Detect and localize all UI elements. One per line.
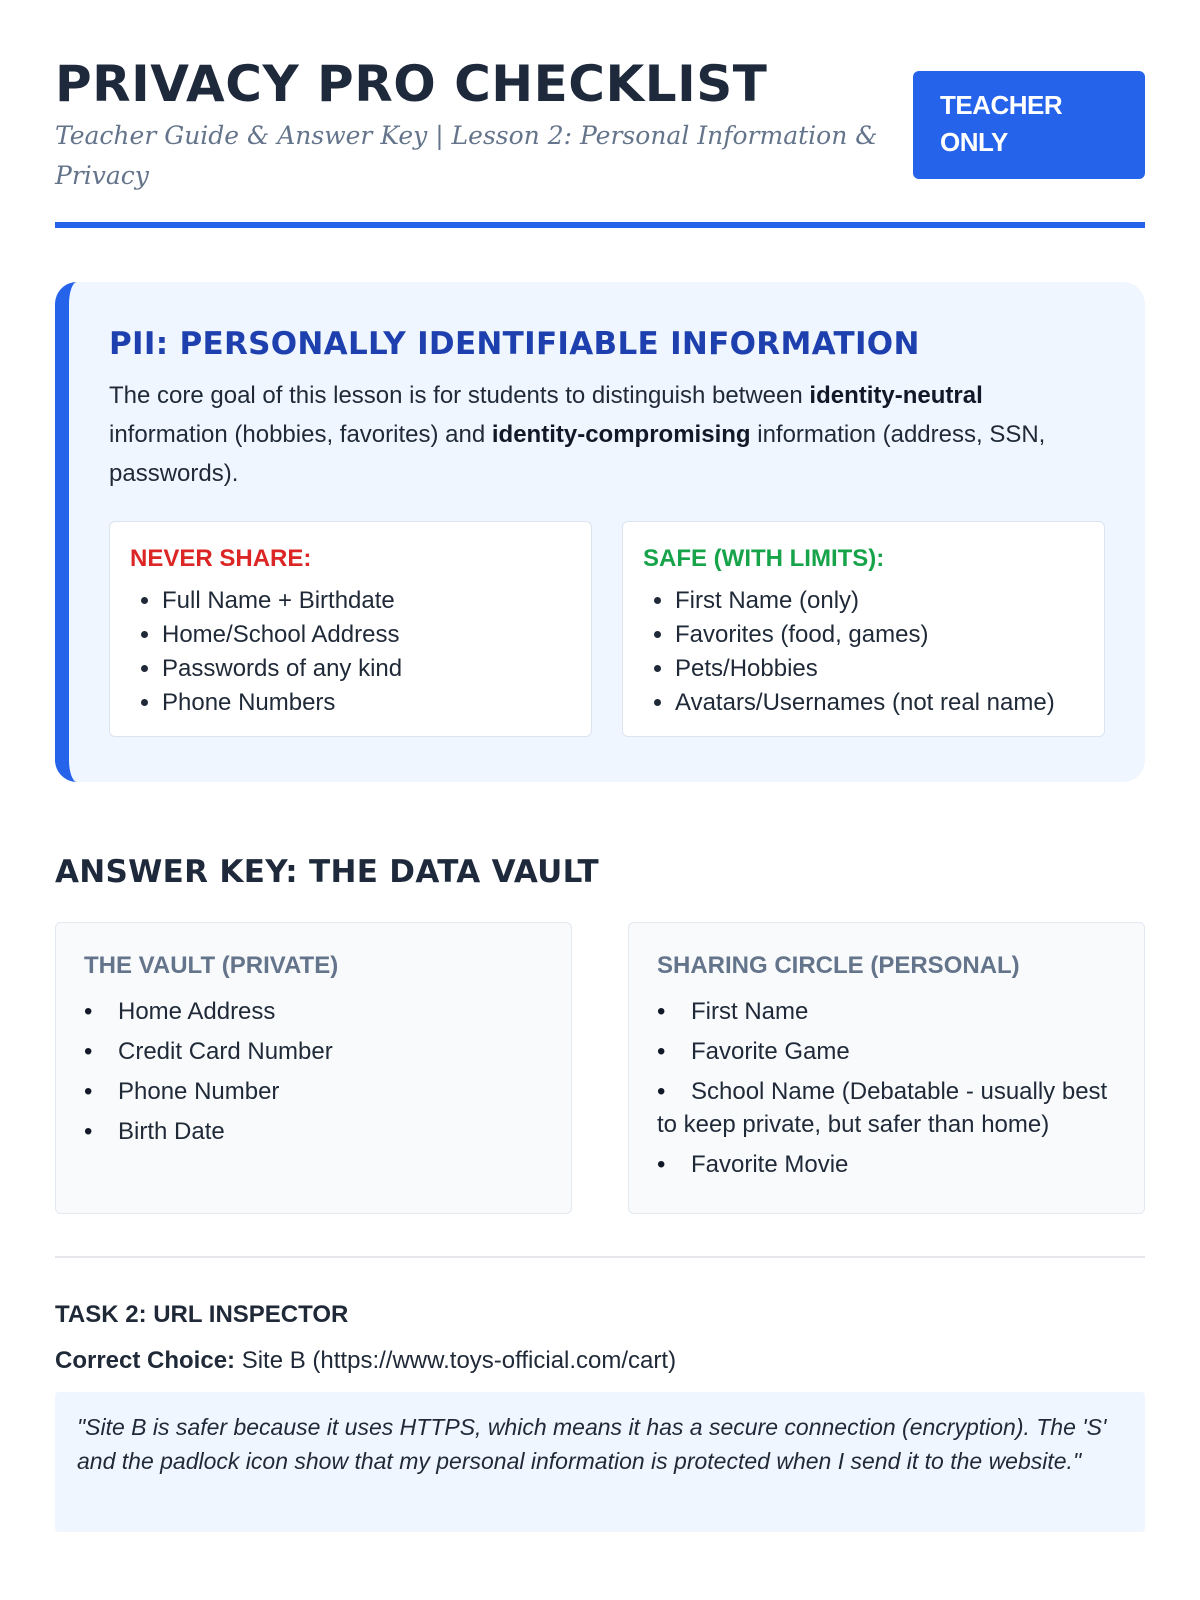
list-item: • First Name (only) [675, 584, 1084, 618]
sharing-circle-box [628, 922, 1145, 1214]
answer-key-title: ANSWER KEY: THE DATA VAULT [55, 854, 600, 890]
pii-intro-part-3: information (address, SSN, passwords). [109, 421, 1046, 487]
list-item: • Home/School Address [162, 618, 571, 652]
pii-intro-bold-1: identity-neutral [809, 382, 983, 409]
task-2-explanation: "Site B is safer because it uses HTTPS, which means it has a secure connection (encryption). The 'S' and the padlock icon show that my personal information is protected when I send it to the website." [55, 1392, 1145, 1532]
teacher-only-badge [913, 71, 1145, 179]
pii-cards [109, 521, 1105, 737]
pii-intro-part-2: information (hobbies, favorites) and [109, 421, 492, 448]
correct-choice-label: Correct Choice: [55, 1347, 236, 1374]
sharing-circle-list [657, 995, 1116, 1181]
safe-heading: SAFE (WITH LIMITS): [643, 545, 885, 572]
list-item: • Phone Number [84, 1075, 543, 1108]
header [55, 0, 1145, 228]
vault-private-box [55, 922, 572, 1214]
correct-choice-value: Site B (https://www.toys-official.com/cart) [235, 1347, 677, 1374]
pii-intro-part-1: The core goal of this lesson is for students to distinguish between [109, 382, 810, 409]
list-item: • Home Address [84, 995, 543, 1028]
list-item: • Favorite Game [657, 1035, 1116, 1068]
list-item: • Avatars/Usernames (not real name) [675, 686, 1084, 720]
page-subtitle: Teacher Guide & Answer Key | Lesson 2: Personal Information & Privacy [55, 121, 878, 190]
safe-list [643, 584, 1084, 720]
list-item: • Pets/Hobbies [675, 652, 1084, 686]
sharing-circle-heading: SHARING CIRCLE (PERSONAL) [657, 952, 1020, 979]
data-vault-answers [55, 922, 1145, 1214]
badge-line-2: ONLY [940, 127, 1008, 157]
list-item: • Passwords of any kind [162, 652, 571, 686]
never-share-card [109, 521, 592, 737]
vault-heading: THE VAULT (PRIVATE) [84, 952, 339, 979]
vault-list [84, 995, 543, 1148]
never-share-list [130, 584, 571, 720]
pii-intro-bold-2: identity-compromising [491, 421, 751, 448]
page-title: PRIVACY PRO CHECKLIST [55, 55, 768, 113]
list-item: • Favorites (food, games) [675, 618, 1084, 652]
badge-line-1: TEACHER [940, 90, 1063, 120]
safe-card [622, 521, 1105, 737]
list-item: • Birth Date [84, 1115, 543, 1148]
list-item: • School Name (Debatable - usually best to keep private, but safer than home) [657, 1075, 1116, 1141]
section-divider [55, 1256, 1145, 1258]
list-item: • Favorite Movie [657, 1148, 1116, 1181]
list-item: • First Name [657, 995, 1116, 1028]
list-item: • Full Name + Birthdate [162, 584, 571, 618]
list-item: • Credit Card Number [84, 1035, 543, 1068]
pii-intro [109, 376, 1105, 493]
task-2-correct-choice [55, 1346, 1145, 1376]
pii-callout [55, 282, 1145, 782]
list-item: • Phone Numbers [162, 686, 571, 720]
never-share-heading: NEVER SHARE: [130, 545, 312, 572]
task-2-title: TASK 2: URL INSPECTOR [55, 1301, 349, 1328]
pii-title: PII: PERSONALLY IDENTIFIABLE INFORMATION [109, 326, 920, 362]
